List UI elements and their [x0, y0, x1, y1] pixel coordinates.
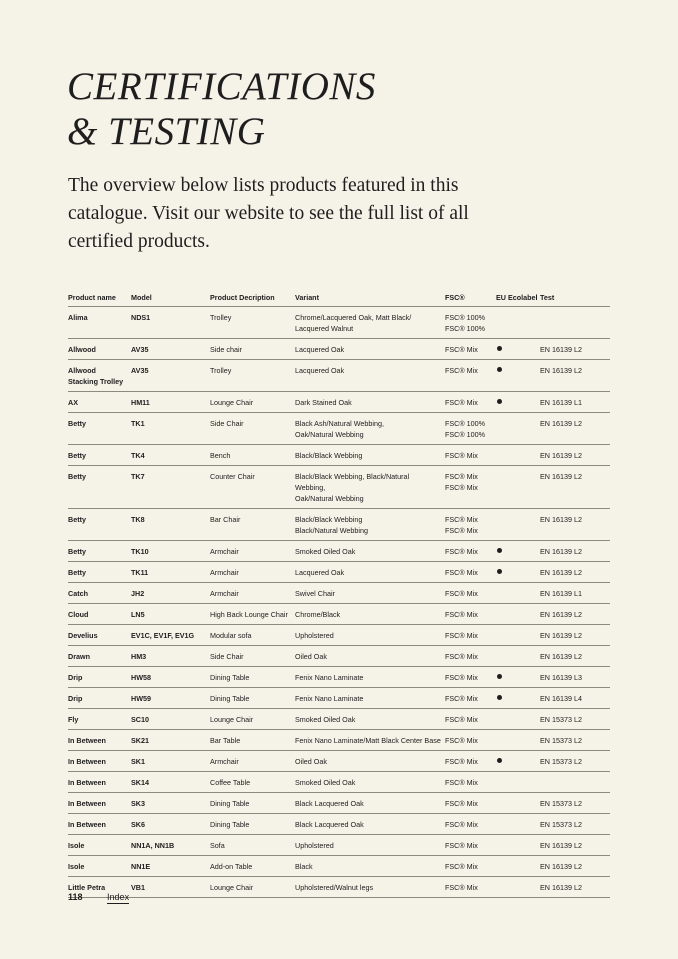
cell-variant — [295, 667, 445, 688]
cell-eu-ecolabel — [496, 360, 540, 392]
cell-product-name: Alima — [68, 307, 131, 339]
cell-eu-ecolabel — [496, 604, 540, 625]
table-row — [68, 339, 610, 360]
cell-product-name: In Between — [68, 730, 131, 751]
table-row — [68, 541, 610, 562]
cell-description: Modular sofa — [210, 625, 295, 646]
cell-model: AV35 — [131, 360, 210, 392]
variant-line: Oiled Oak — [295, 757, 327, 766]
cell-variant — [295, 604, 445, 625]
cell-product-name: Betty — [68, 509, 131, 541]
cell-variant — [295, 339, 445, 360]
cell-fsc — [445, 625, 496, 646]
cell-eu-ecolabel — [496, 339, 540, 360]
table-row — [68, 856, 610, 877]
cell-model: HW58 — [131, 667, 210, 688]
variant-line: Black/Black Webbing, Black/Natural Webbing, — [295, 472, 410, 492]
cell-test — [540, 772, 610, 793]
variant-line: Fenix Nano Laminate — [295, 673, 364, 682]
cell-variant — [295, 751, 445, 772]
variant-line: Smoked Oiled Oak — [295, 778, 356, 787]
cell-eu-ecolabel — [496, 583, 540, 604]
table-row — [68, 360, 610, 392]
cell-fsc — [445, 730, 496, 751]
table-row — [68, 445, 610, 466]
cell-product-name: In Between — [68, 772, 131, 793]
cell-test: EN 16139 L2 — [540, 835, 610, 856]
fsc-line: FSC® Mix — [445, 483, 478, 492]
fsc-line: FSC® 100% — [445, 430, 486, 439]
cell-model: TK8 — [131, 509, 210, 541]
variant-line: Black Lacquered Oak — [295, 799, 364, 808]
fsc-line: FSC® 100% — [445, 419, 486, 428]
cell-variant — [295, 625, 445, 646]
cell-fsc — [445, 604, 496, 625]
variant-line: Swivel Chair — [295, 589, 335, 598]
cell-test — [540, 307, 610, 339]
cell-product-name: Allwood Stacking Trolley — [68, 360, 131, 392]
table-row — [68, 307, 610, 339]
cell-product-name: In Between — [68, 814, 131, 835]
cell-variant — [295, 392, 445, 413]
fsc-line: FSC® Mix — [445, 526, 478, 535]
cell-fsc — [445, 583, 496, 604]
cell-test: EN 16139 L2 — [540, 877, 610, 898]
cell-test: EN 15373 L2 — [540, 709, 610, 730]
fsc-line: FSC® Mix — [445, 515, 478, 524]
fsc-line: FSC® Mix — [445, 862, 478, 871]
cell-fsc — [445, 646, 496, 667]
table-row — [68, 646, 610, 667]
cell-description: Armchair — [210, 541, 295, 562]
table-body — [68, 307, 610, 898]
cell-eu-ecolabel — [496, 466, 540, 509]
cell-description: Dining Table — [210, 814, 295, 835]
cell-model: TK4 — [131, 445, 210, 466]
cell-description: Dining Table — [210, 688, 295, 709]
ecolabel-dot-icon — [497, 569, 502, 574]
cell-product-name: Isole — [68, 835, 131, 856]
fsc-line: FSC® Mix — [445, 398, 478, 407]
cell-eu-ecolabel — [496, 793, 540, 814]
cell-eu-ecolabel — [496, 814, 540, 835]
intro-paragraph: The overview below lists products featured in this catalogue. Visit our website to see the full list of all certified products. — [68, 175, 469, 252]
cell-eu-ecolabel — [496, 413, 540, 445]
table-row — [68, 793, 610, 814]
cell-description: Coffee Table — [210, 772, 295, 793]
fsc-line: FSC® Mix — [445, 673, 478, 682]
col-header-description: Product Decription — [210, 290, 295, 307]
fsc-line: FSC® Mix — [445, 345, 478, 354]
fsc-line: FSC® Mix — [445, 778, 478, 787]
table-row — [68, 392, 610, 413]
cell-test: EN 16139 L2 — [540, 646, 610, 667]
cell-description: Add-on Table — [210, 856, 295, 877]
variant-line: Oak/Natural Webbing — [295, 430, 364, 439]
cell-description: Lounge Chair — [210, 709, 295, 730]
cell-variant — [295, 360, 445, 392]
cell-product-name: Little Petra — [68, 877, 131, 898]
variant-line: Lacquered Oak — [295, 568, 345, 577]
ecolabel-dot-icon — [497, 346, 502, 351]
table-row — [68, 604, 610, 625]
cell-test: EN 16139 L2 — [540, 339, 610, 360]
cell-test: EN 16139 L2 — [540, 466, 610, 509]
page-number: 118 — [68, 892, 83, 902]
table-header-row — [68, 290, 610, 307]
cell-description: Dining Table — [210, 667, 295, 688]
cell-test: EN 16139 L4 — [540, 688, 610, 709]
cell-fsc — [445, 509, 496, 541]
fsc-line: FSC® Mix — [445, 820, 478, 829]
cell-variant — [295, 730, 445, 751]
cell-test: EN 16139 L2 — [540, 445, 610, 466]
cell-eu-ecolabel — [496, 772, 540, 793]
cell-fsc — [445, 413, 496, 445]
cell-eu-ecolabel — [496, 856, 540, 877]
fsc-line: FSC® Mix — [445, 715, 478, 724]
variant-line: Smoked Oiled Oak — [295, 547, 356, 556]
cell-eu-ecolabel — [496, 646, 540, 667]
cell-model: SK21 — [131, 730, 210, 751]
cell-product-name: Cloud — [68, 604, 131, 625]
cell-variant — [295, 835, 445, 856]
cell-description: Trolley — [210, 307, 295, 339]
cell-description: Armchair — [210, 751, 295, 772]
cell-model: LN5 — [131, 604, 210, 625]
cell-fsc — [445, 445, 496, 466]
fsc-line: FSC® Mix — [445, 547, 478, 556]
col-header-model: Model — [131, 290, 210, 307]
cell-fsc — [445, 688, 496, 709]
cell-fsc — [445, 562, 496, 583]
ecolabel-dot-icon — [497, 695, 502, 700]
cell-description: Lounge Chair — [210, 877, 295, 898]
cell-fsc — [445, 709, 496, 730]
cell-fsc — [445, 751, 496, 772]
cell-fsc — [445, 814, 496, 835]
cell-test: EN 16139 L2 — [540, 413, 610, 445]
ecolabel-dot-icon — [497, 548, 502, 553]
fsc-line: FSC® Mix — [445, 589, 478, 598]
fsc-line: FSC® Mix — [445, 694, 478, 703]
cell-description: Side chair — [210, 339, 295, 360]
cell-product-name: Isole — [68, 856, 131, 877]
fsc-line: FSC® Mix — [445, 841, 478, 850]
cell-variant — [295, 709, 445, 730]
cell-fsc — [445, 772, 496, 793]
cell-product-name: Develius — [68, 625, 131, 646]
cell-product-name: Drip — [68, 667, 131, 688]
table-row — [68, 583, 610, 604]
variant-line: Oiled Oak — [295, 652, 327, 661]
certifications-table — [68, 290, 610, 898]
title-line-2: & TESTING — [67, 110, 266, 153]
cell-model: HM11 — [131, 392, 210, 413]
cell-model: NDS1 — [131, 307, 210, 339]
variant-line: Black/Black Webbing — [295, 451, 363, 460]
cell-model: TK7 — [131, 466, 210, 509]
cell-variant — [295, 877, 445, 898]
cell-description: Bench — [210, 445, 295, 466]
fsc-line: FSC® Mix — [445, 366, 478, 375]
fsc-line: FSC® 100% — [445, 324, 486, 333]
cell-eu-ecolabel — [496, 709, 540, 730]
cell-description: Lounge Chair — [210, 392, 295, 413]
cell-product-name: Betty — [68, 466, 131, 509]
cell-product-name: Betty — [68, 562, 131, 583]
variant-line: Upholstered — [295, 841, 334, 850]
page-footer — [68, 892, 129, 902]
cell-product-name: Allwood — [68, 339, 131, 360]
cell-product-name: Drawn — [68, 646, 131, 667]
cell-variant — [295, 413, 445, 445]
cell-product-name: In Between — [68, 793, 131, 814]
cell-eu-ecolabel — [496, 445, 540, 466]
variant-line: Dark Stained Oak — [295, 398, 352, 407]
variant-line: Fenix Nano Laminate/Matt Black Center Base — [295, 736, 441, 745]
cell-eu-ecolabel — [496, 667, 540, 688]
cell-product-name: Catch — [68, 583, 131, 604]
cell-test: EN 15373 L2 — [540, 751, 610, 772]
table-row — [68, 877, 610, 898]
cell-model: NN1E — [131, 856, 210, 877]
col-header-eu-ecolabel: EU Ecolabel — [496, 290, 540, 307]
variant-line: Upholstered — [295, 631, 334, 640]
ecolabel-dot-icon — [497, 399, 502, 404]
cell-eu-ecolabel — [496, 730, 540, 751]
cell-description: Armchair — [210, 583, 295, 604]
cell-variant — [295, 445, 445, 466]
cell-fsc — [445, 466, 496, 509]
variant-line: Lacquered Oak — [295, 345, 345, 354]
cell-variant — [295, 307, 445, 339]
variant-line: Lacquered Oak — [295, 366, 345, 375]
cell-eu-ecolabel — [496, 541, 540, 562]
cell-product-name: Betty — [68, 445, 131, 466]
cell-variant — [295, 562, 445, 583]
cell-model: SK14 — [131, 772, 210, 793]
fsc-line: FSC® Mix — [445, 451, 478, 460]
cell-test: EN 16139 L2 — [540, 360, 610, 392]
cell-variant — [295, 814, 445, 835]
table-row — [68, 730, 610, 751]
cell-description: Trolley — [210, 360, 295, 392]
cell-model: HW59 — [131, 688, 210, 709]
variant-line: Chrome/Black — [295, 610, 341, 619]
cell-eu-ecolabel — [496, 625, 540, 646]
cell-eu-ecolabel — [496, 392, 540, 413]
cell-model: TK11 — [131, 562, 210, 583]
cell-model: JH2 — [131, 583, 210, 604]
cell-description: Bar Table — [210, 730, 295, 751]
variant-line: Oak/Natural Webbing — [295, 494, 364, 503]
variant-line: Black/Black Webbing — [295, 515, 363, 524]
cell-test: EN 16139 L1 — [540, 392, 610, 413]
index-link[interactable]: Index — [107, 892, 130, 902]
variant-line: Lacquered Walnut — [295, 324, 354, 333]
cell-test: EN 16139 L2 — [540, 856, 610, 877]
col-header-variant: Variant — [295, 290, 445, 307]
cell-model: HM3 — [131, 646, 210, 667]
cell-variant — [295, 509, 445, 541]
fsc-line: FSC® Mix — [445, 610, 478, 619]
col-header-product-name: Product name — [68, 290, 131, 307]
fsc-line: FSC® Mix — [445, 472, 478, 481]
cell-variant — [295, 772, 445, 793]
ecolabel-dot-icon — [497, 758, 502, 763]
cell-eu-ecolabel — [496, 688, 540, 709]
cell-product-name: AX — [68, 392, 131, 413]
table-row — [68, 667, 610, 688]
cell-description: Counter Chair — [210, 466, 295, 509]
cell-description: High Back Lounge Chair — [210, 604, 295, 625]
cell-fsc — [445, 877, 496, 898]
table-row — [68, 625, 610, 646]
cell-test: EN 16139 L2 — [540, 604, 610, 625]
cell-eu-ecolabel — [496, 307, 540, 339]
cell-eu-ecolabel — [496, 877, 540, 898]
table-row — [68, 688, 610, 709]
table-row — [68, 509, 610, 541]
cell-model: TK1 — [131, 413, 210, 445]
cell-eu-ecolabel — [496, 751, 540, 772]
cell-test: EN 16139 L2 — [540, 562, 610, 583]
cell-description: Dining Table — [210, 793, 295, 814]
table-row — [68, 835, 610, 856]
cell-variant — [295, 583, 445, 604]
fsc-line: FSC® Mix — [445, 652, 478, 661]
cell-product-name: Betty — [68, 413, 131, 445]
page-title — [67, 64, 376, 154]
cell-fsc — [445, 541, 496, 562]
col-header-test: Test — [540, 290, 610, 307]
cell-test: EN 15373 L2 — [540, 793, 610, 814]
col-header-fsc: FSC® — [445, 290, 496, 307]
fsc-line: FSC® Mix — [445, 883, 478, 892]
variant-line: Chrome/Lacquered Oak, Matt Black/ — [295, 313, 412, 322]
variant-line: Black Ash/Natural Webbing, — [295, 419, 384, 428]
cell-model: NN1A, NN1B — [131, 835, 210, 856]
cell-description: Sofa — [210, 835, 295, 856]
cell-description: Side Chair — [210, 646, 295, 667]
fsc-line: FSC® Mix — [445, 736, 478, 745]
cell-model: SC10 — [131, 709, 210, 730]
cell-fsc — [445, 793, 496, 814]
cell-variant — [295, 793, 445, 814]
cell-fsc — [445, 835, 496, 856]
cell-product-name: Betty — [68, 541, 131, 562]
fsc-line: FSC® Mix — [445, 568, 478, 577]
cell-fsc — [445, 667, 496, 688]
cell-test: EN 16139 L2 — [540, 541, 610, 562]
cell-variant — [295, 856, 445, 877]
cell-test: EN 16139 L3 — [540, 667, 610, 688]
cell-product-name: Fly — [68, 709, 131, 730]
cell-model: SK6 — [131, 814, 210, 835]
ecolabel-dot-icon — [497, 674, 502, 679]
cell-test: EN 16139 L1 — [540, 583, 610, 604]
cell-model: AV35 — [131, 339, 210, 360]
cell-model: SK3 — [131, 793, 210, 814]
cell-product-name: Drip — [68, 688, 131, 709]
table-row — [68, 772, 610, 793]
cell-test: EN 16139 L2 — [540, 625, 610, 646]
variant-line: Black Lacquered Oak — [295, 820, 364, 829]
cell-fsc — [445, 856, 496, 877]
cell-test: EN 15373 L2 — [540, 814, 610, 835]
variant-line: Upholstered/Walnut legs — [295, 883, 374, 892]
cell-description: Armchair — [210, 562, 295, 583]
cell-eu-ecolabel — [496, 835, 540, 856]
fsc-line: FSC® 100% — [445, 313, 486, 322]
cell-eu-ecolabel — [496, 509, 540, 541]
cell-variant — [295, 541, 445, 562]
cell-variant — [295, 466, 445, 509]
cell-description: Bar Chair — [210, 509, 295, 541]
cell-description: Side Chair — [210, 413, 295, 445]
title-line-1: CERTIFICATIONS — [67, 65, 376, 108]
cell-fsc — [445, 360, 496, 392]
cell-fsc — [445, 307, 496, 339]
cell-test: EN 16139 L2 — [540, 509, 610, 541]
cell-model: TK10 — [131, 541, 210, 562]
fsc-line: FSC® Mix — [445, 631, 478, 640]
cell-fsc — [445, 339, 496, 360]
cell-model: EV1C, EV1F, EV1G — [131, 625, 210, 646]
table-row — [68, 709, 610, 730]
cell-test: EN 15373 L2 — [540, 730, 610, 751]
variant-line: Black — [295, 862, 313, 871]
cell-fsc — [445, 392, 496, 413]
fsc-line: FSC® Mix — [445, 799, 478, 808]
cell-model: SK1 — [131, 751, 210, 772]
ecolabel-dot-icon — [497, 367, 502, 372]
table-row — [68, 814, 610, 835]
table-row — [68, 413, 610, 445]
fsc-line: FSC® Mix — [445, 757, 478, 766]
cell-variant — [295, 688, 445, 709]
table-row — [68, 466, 610, 509]
variant-line: Fenix Nano Laminate — [295, 694, 364, 703]
variant-line: Black/Natural Webbing — [295, 526, 368, 535]
table-row — [68, 751, 610, 772]
cell-variant — [295, 646, 445, 667]
cell-model: VB1 — [131, 877, 210, 898]
table-row — [68, 562, 610, 583]
cell-product-name: In Between — [68, 751, 131, 772]
cell-eu-ecolabel — [496, 562, 540, 583]
variant-line: Smoked Oiled Oak — [295, 715, 356, 724]
